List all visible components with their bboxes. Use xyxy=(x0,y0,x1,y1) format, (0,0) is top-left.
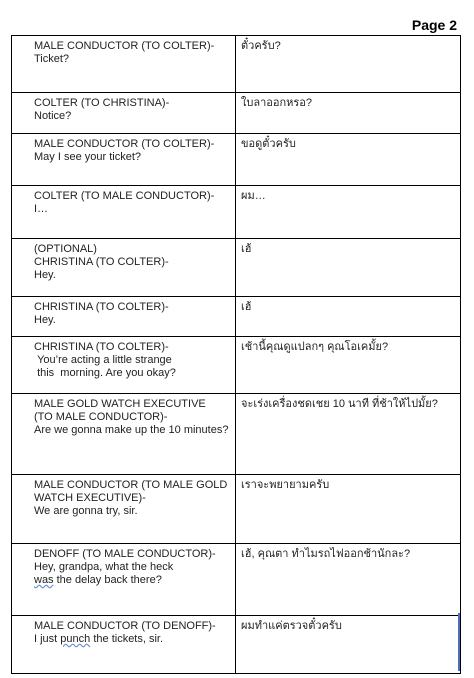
speaker-line: CHRISTINA (TO COLTER)- xyxy=(34,301,169,313)
thai-cell[interactable] xyxy=(236,337,461,394)
english-cell[interactable] xyxy=(12,93,236,134)
speaker-line: MALE CONDUCTOR (TO MALE GOLD WATCH EXECUTIVE)- xyxy=(34,479,231,504)
table-row xyxy=(12,186,461,239)
dialogue-line: We are gonna try, sir. xyxy=(34,505,138,517)
thai-cell[interactable] xyxy=(236,297,461,337)
table-row xyxy=(12,337,461,394)
dialogue-line: Ticket? xyxy=(34,53,70,65)
table-row xyxy=(12,93,461,134)
speaker-line: MALE CONDUCTOR (TO COLTER)- xyxy=(34,138,215,150)
thai-cell[interactable] xyxy=(236,616,461,674)
spellcheck-flagged-word: was xyxy=(34,574,54,586)
translation-line: เฮ้, คุณตา ทำไมรถไฟออกช้านักละ? xyxy=(241,548,411,560)
english-cell[interactable] xyxy=(12,186,236,239)
speaker-line: COLTER (TO MALE CONDUCTOR)- xyxy=(34,190,215,202)
thai-cell[interactable] xyxy=(236,394,461,475)
dialogue-line: Are we gonna make up the 10 minutes? xyxy=(34,424,229,436)
table-row xyxy=(12,239,461,297)
translation-line: เช้านี้คุณดูแปลกๆ คุณโอเคมั้ย? xyxy=(241,341,389,353)
english-cell[interactable] xyxy=(12,36,236,93)
translation-line: เฮ้ xyxy=(241,243,252,255)
text-cursor-bar xyxy=(458,613,460,671)
dialogue-line: this morning. Are you okay? xyxy=(34,367,176,379)
translation-line: เราจะพยายามครับ xyxy=(241,479,330,491)
translation-line: ผมทำแค่ตรวจตั๋วครับ xyxy=(241,620,342,632)
dialogue-line: I… xyxy=(34,203,49,215)
table-row xyxy=(12,134,461,186)
table-row xyxy=(12,475,461,544)
dialogue-line xyxy=(34,574,229,587)
dialogue-line: Hey. xyxy=(34,269,56,281)
english-cell[interactable] xyxy=(12,475,236,544)
dialogue-text: the delay back there? xyxy=(56,574,162,586)
page-number: Page 2 xyxy=(411,17,457,33)
dialogue-line: Hey. xyxy=(34,314,56,326)
table-row xyxy=(12,616,461,674)
table-row xyxy=(12,544,461,616)
script-table xyxy=(11,35,461,674)
speaker-line: CHRISTINA (TO COLTER)- xyxy=(34,256,169,268)
table-row xyxy=(12,297,461,337)
translation-line: ใบลาออกหรอ? xyxy=(241,97,313,109)
speaker-line: CHRISTINA (TO COLTER)- xyxy=(34,341,169,353)
thai-cell[interactable] xyxy=(236,544,461,616)
table-row xyxy=(12,394,461,475)
speaker-line: MALE CONDUCTOR (TO DENOFF)- xyxy=(34,620,216,632)
thai-cell[interactable] xyxy=(236,475,461,544)
dialogue-line xyxy=(34,633,229,646)
speaker-line: COLTER (TO CHRISTINA)- xyxy=(34,97,170,109)
dialogue-line: You’re acting a little strange xyxy=(34,354,172,366)
translation-line: ตั๋วครับ? xyxy=(241,40,281,52)
speaker-line: MALE CONDUCTOR (TO COLTER)- xyxy=(34,40,215,52)
english-cell[interactable] xyxy=(12,134,236,186)
english-cell[interactable] xyxy=(12,394,236,475)
spellcheck-flagged-word: punch xyxy=(60,633,91,645)
thai-cell[interactable] xyxy=(236,93,461,134)
english-cell[interactable] xyxy=(12,544,236,616)
translation-line: ขอดูตั๋วครับ xyxy=(241,138,296,150)
thai-cell[interactable] xyxy=(236,186,461,239)
speaker-line: MALE GOLD WATCH EXECUTIVE (TO MALE CONDUCTOR)- xyxy=(34,398,212,423)
thai-cell[interactable] xyxy=(236,239,461,297)
dialogue-line: Notice? xyxy=(34,110,72,122)
dialogue-text: the tickets, sir. xyxy=(93,633,164,645)
dialogue-line: May I see your ticket? xyxy=(34,151,141,163)
translation-line: จะเร่งเครื่องชดเชย 10 นาที ที่ช้าให้ไปมั้ย? xyxy=(241,398,438,410)
translation-line: ผม… xyxy=(241,190,266,202)
dialogue-line: Hey, grandpa, what the heck xyxy=(34,561,174,573)
speaker-line: DENOFF (TO MALE CONDUCTOR)- xyxy=(34,548,216,560)
english-cell[interactable] xyxy=(12,337,236,394)
english-cell[interactable] xyxy=(12,239,236,297)
optional-tag: (OPTIONAL) xyxy=(34,243,97,255)
translation-line: เฮ้ xyxy=(241,301,252,313)
english-cell[interactable] xyxy=(12,616,236,674)
thai-cell[interactable] xyxy=(236,36,461,93)
table-row xyxy=(12,36,461,93)
english-cell[interactable] xyxy=(12,297,236,337)
thai-cell[interactable] xyxy=(236,134,461,186)
dialogue-text: I just xyxy=(34,633,58,645)
